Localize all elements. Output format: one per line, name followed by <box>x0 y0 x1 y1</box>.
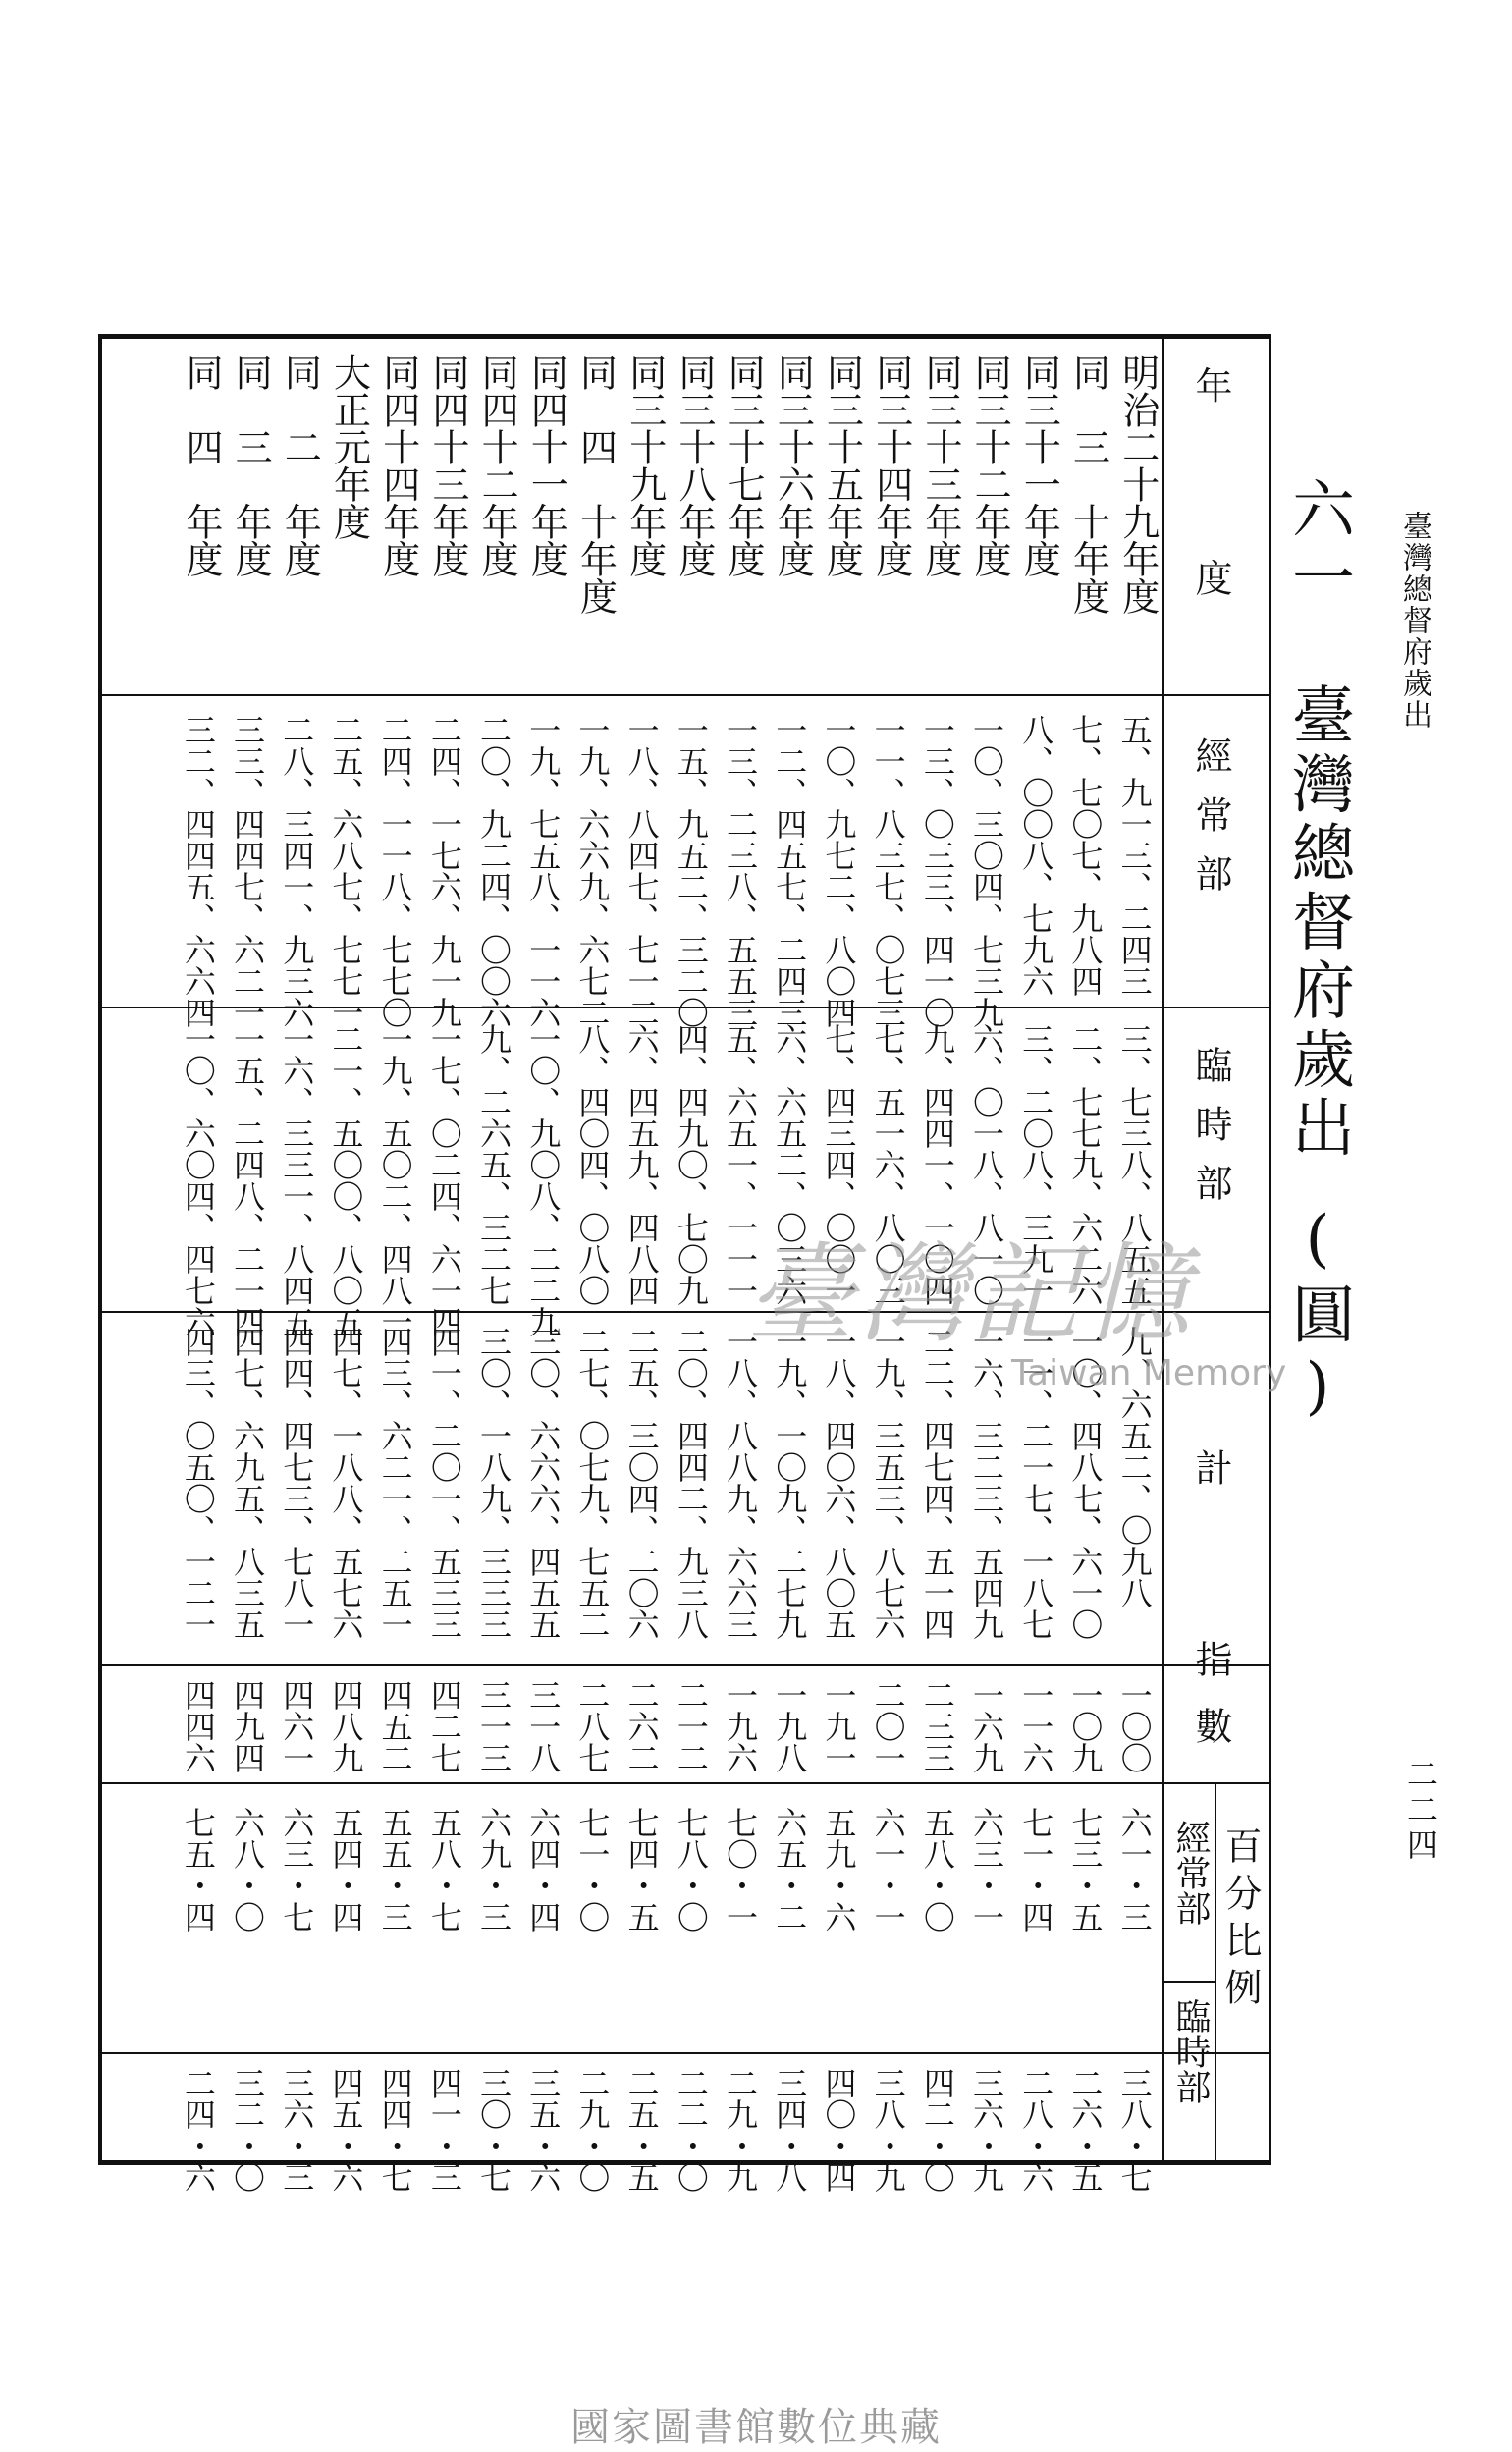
cell-index: 一一六 <box>1017 1679 1055 1773</box>
cell-ordinary: 一二、四五七、二四三 <box>771 714 809 1028</box>
cell-extra: 四、四九〇、七〇九 <box>672 1023 710 1306</box>
cell-pct-ext: 四〇・四 <box>820 2067 858 2193</box>
watermark-logo-text: 臺灣記憶 <box>746 1231 1194 1357</box>
cell-index: 三一八 <box>524 1679 563 1773</box>
cell-ordinary: 五、九一三、二四三 <box>1115 714 1154 997</box>
cell-ordinary: 八、〇〇八、七九六 <box>1017 714 1055 997</box>
cell-index: 二〇一 <box>869 1679 907 1773</box>
cell-extra: 六、四五九、四八四 <box>622 1023 661 1306</box>
cell-pct-ord: 六三・一 <box>968 1807 1006 1933</box>
watermark <box>746 1208 1296 1393</box>
cell-total: 四七、六九五、八三五 <box>229 1326 267 1640</box>
cell-extra: 一九、五〇二、四八一 <box>376 1023 414 1337</box>
cell-extra: 九、二六五、三二七 <box>475 1023 513 1306</box>
cell-extra: 三、二〇八、三九一 <box>1017 1023 1055 1306</box>
cell-total: 一八、四〇六、八〇五 <box>820 1326 858 1640</box>
cell-pct-ord: 七三・五 <box>1066 1807 1105 1933</box>
cell-pct-ext: 二二・〇 <box>672 2067 710 2193</box>
cell-ordinary: 一一、八三七、〇七三 <box>869 714 907 1028</box>
header-extraordinary: 臨時部 <box>1189 1046 1232 1223</box>
header-index: 指數 <box>1189 1640 1232 1773</box>
cell-extra: 九、四四一、一〇四 <box>918 1023 956 1306</box>
cell-index: 一〇〇 <box>1115 1679 1154 1773</box>
cell-pct-ext: 三五・六 <box>524 2067 563 2193</box>
page-number: 二二四 <box>1402 1758 1439 1864</box>
cell-extra: 六、〇一八、八一〇 <box>968 1023 1006 1306</box>
grid-hline <box>102 1664 1269 1666</box>
cell-total: 九、六五二、〇九八 <box>1115 1326 1154 1608</box>
cell-extra: 一七、〇二四、六一四 <box>425 1023 463 1337</box>
cell-year: 同四十三年度 <box>425 354 469 577</box>
header-year: 年 度 <box>1189 366 1232 655</box>
cell-pct-ord: 七四・五 <box>622 1807 661 1933</box>
cell-index: 一九一 <box>820 1679 858 1773</box>
cell-pct-ext: 二四・六 <box>179 2067 217 2193</box>
cell-year: 同四十一年度 <box>524 354 568 577</box>
cell-extra: 六、六五二、〇三六 <box>771 1023 809 1306</box>
cell-year: 同三十一年度 <box>1017 354 1061 577</box>
cell-ordinary: 二五、六八七、七七一 <box>327 714 365 1028</box>
cell-pct-ext: 三六・三 <box>278 2067 316 2193</box>
cell-pct-ext: 三四・八 <box>771 2067 809 2193</box>
cell-index: 四五二 <box>376 1679 414 1773</box>
cell-extra: 七、四三四、〇〇一 <box>820 1023 858 1306</box>
cell-year: 同四十二年度 <box>475 354 519 577</box>
cell-pct-ord: 六九・三 <box>475 1807 513 1933</box>
cell-pct-ord: 六五・二 <box>771 1807 809 1933</box>
cell-pct-ext: 三八・九 <box>869 2067 907 2193</box>
unit-text: (圓) <box>1281 1203 1354 1429</box>
cell-pct-ext: 四一・三 <box>425 2067 463 2193</box>
cell-ordinary: 三二、四四五、六六四 <box>179 714 217 1028</box>
cell-extra: 三、七三八、八五五 <box>1115 1023 1154 1306</box>
cell-extra: 一六、三三一、八四五 <box>278 1023 316 1337</box>
grid-hline <box>102 2052 1269 2054</box>
cell-index: 一九八 <box>771 1679 809 1773</box>
cell-year: 同 二 年度 <box>278 354 322 577</box>
cell-pct-ord: 五八・〇 <box>918 1807 956 1933</box>
cell-pct-ord: 五八・七 <box>425 1807 463 1933</box>
cell-pct-ext: 三二・〇 <box>229 2067 267 2193</box>
cell-ordinary: 一八、八四七、七一二 <box>622 714 661 1028</box>
cell-pct-ext: 二八・六 <box>1017 2067 1055 2193</box>
cell-year: 同三十五年度 <box>820 354 864 577</box>
cell-index: 一六九 <box>968 1679 1006 1773</box>
cell-year: 同 三 年度 <box>229 354 273 577</box>
cell-pct-ext: 二九・〇 <box>573 2067 612 2193</box>
cell-year: 同三十三年度 <box>918 354 962 577</box>
cell-pct-ext: 四四・七 <box>376 2067 414 2193</box>
cell-year: 同三十八年度 <box>672 354 716 577</box>
cell-total: 四三、六二一、二五一 <box>376 1326 414 1640</box>
cell-total: 四一、二〇一、五三三 <box>425 1326 463 1640</box>
cell-extra: 五、六五一、一一一 <box>722 1023 760 1306</box>
cell-extra: 七、五一六、八〇三 <box>869 1023 907 1306</box>
cell-extra: 二一、五〇〇、八〇五 <box>327 1023 365 1337</box>
cell-pct-ext: 二六・五 <box>1066 2067 1105 2193</box>
cell-year: 同三十四年度 <box>869 354 913 577</box>
cell-year: 同 四 十年度 <box>573 354 618 615</box>
cell-pct-ord: 七八・〇 <box>672 1807 710 1933</box>
cell-pct-ord: 六三・七 <box>278 1807 316 1933</box>
cell-pct-ord: 五四・四 <box>327 1807 365 1933</box>
cell-index: 四八九 <box>327 1679 365 1773</box>
cell-pct-ext: 三六・九 <box>968 2067 1006 2193</box>
title-text: 六一 臺灣總督府歲出 <box>1281 476 1354 1164</box>
grid-hline-percent <box>1162 1981 1215 1983</box>
cell-pct-ext: 四二・〇 <box>918 2067 956 2193</box>
cell-pct-ord: 七五・四 <box>179 1807 217 1933</box>
cell-year: 同三十六年度 <box>771 354 815 577</box>
header-ordinary: 經常部 <box>1189 736 1232 913</box>
grid-vline-percent <box>1215 1782 1216 2160</box>
cell-ordinary: 七、七〇七、九八四 <box>1066 714 1105 997</box>
cell-total: 三〇、六六六、四五五 <box>524 1326 563 1640</box>
cell-ordinary: 三三、四四七、六二一 <box>229 714 267 1028</box>
cell-index: 二三三 <box>918 1679 956 1773</box>
header-pct-ordinary: 經常部 <box>1170 1820 1211 1926</box>
cell-ordinary: 二八、三四一、九三六 <box>278 714 316 1028</box>
cell-pct-ord: 六八・〇 <box>229 1807 267 1933</box>
cell-total: 一一、二一七、一八七 <box>1017 1326 1055 1640</box>
cell-total: 四三、〇五〇、一二一 <box>179 1326 217 1640</box>
cell-year: 同三十九年度 <box>622 354 667 577</box>
cell-pct-ord: 六四・四 <box>524 1807 563 1933</box>
cell-pct-ord: 六一・三 <box>1115 1807 1154 1933</box>
cell-ordinary: 一九、六六九、六七二 <box>573 714 612 1028</box>
header-total: 計 <box>1189 1448 1232 1486</box>
cell-ordinary: 一三、〇三三、四一〇 <box>918 714 956 1028</box>
cell-pct-ext: 二九・九 <box>722 2067 760 2193</box>
cell-index: 二六二 <box>622 1679 661 1773</box>
cell-total: 二五、三〇四、二〇六 <box>622 1326 661 1640</box>
cell-ordinary: 二四、一七六、九一九 <box>425 714 463 1028</box>
header-percent: 百分比例 <box>1218 1826 1262 2015</box>
cell-total: 一〇、四八七、六一〇 <box>1066 1326 1105 1640</box>
cell-index: 一〇九 <box>1066 1679 1105 1773</box>
cell-extra: 一〇、九〇八、二二九 <box>524 1023 563 1337</box>
cell-pct-ord: 六一・一 <box>869 1807 907 1933</box>
cell-index: 四四六 <box>179 1679 217 1773</box>
cell-year: 大正元年度 <box>327 354 371 540</box>
cell-extra: 八、四〇四、〇八〇 <box>573 1023 612 1306</box>
cell-ordinary: 一〇、三〇四、七三九 <box>968 714 1006 1028</box>
cell-total: 四四、四七三、七八一 <box>278 1326 316 1640</box>
cell-year: 同三十七年度 <box>722 354 766 577</box>
cell-year: 明治二十九年度 <box>1115 354 1160 615</box>
cell-year: 同三十二年度 <box>968 354 1012 577</box>
cell-index: 四二七 <box>425 1679 463 1773</box>
cell-ordinary: 一〇、九七二、八〇四 <box>820 714 858 1028</box>
cell-index: 三一三 <box>475 1679 513 1773</box>
cell-pct-ext: 四五・六 <box>327 2067 365 2193</box>
running-header: 臺灣總督府歲出 <box>1397 511 1431 731</box>
watermark-english-text: Taiwan Memory <box>1011 1353 1287 1393</box>
cell-pct-ord: 五九・六 <box>820 1807 858 1933</box>
cell-total: 二二、四七四、五一四 <box>918 1326 956 1640</box>
cell-index: 二一二 <box>672 1679 710 1773</box>
cell-total: 一九、三五三、八七六 <box>869 1326 907 1640</box>
cell-pct-ext: 二五・五 <box>622 2067 661 2193</box>
cell-ordinary: 一九、七五八、一一六 <box>524 714 563 1028</box>
cell-extra: 一五、二四八、二一四 <box>229 1023 267 1337</box>
cell-pct-ord: 七一・四 <box>1017 1807 1055 1933</box>
cell-total: 一九、一〇九、二七九 <box>771 1326 809 1640</box>
cell-pct-ord: 五五・三 <box>376 1807 414 1933</box>
cell-total: 三〇、一八九、三三三 <box>475 1326 513 1640</box>
cell-ordinary: 二〇、九二四、〇〇六 <box>475 714 513 1028</box>
cell-ordinary: 一五、九五二、三二〇 <box>672 714 710 1028</box>
cell-total: 二〇、四四二、九三八 <box>672 1326 710 1640</box>
cell-total: 二七、〇七九、七五二 <box>573 1326 612 1640</box>
cell-pct-ord: 七〇・一 <box>722 1807 760 1933</box>
cell-total: 四七、一八八、五七六 <box>327 1326 365 1640</box>
cell-extra: 二、七七九、六二六 <box>1066 1023 1105 1306</box>
cell-year: 同 三 十年度 <box>1066 354 1110 615</box>
cell-pct-ext: 三八・七 <box>1115 2067 1154 2193</box>
footer-credit: 國家圖書館數位典藏 <box>570 2405 942 2450</box>
cell-ordinary: 二四、一一八、七七〇 <box>376 714 414 1028</box>
grid-hline <box>102 1782 1269 1784</box>
cell-total: 一六、三二三、五四九 <box>968 1326 1006 1640</box>
cell-pct-ord: 七一・〇 <box>573 1807 612 1933</box>
cell-index: 一九六 <box>722 1679 760 1773</box>
cell-year: 同 四 年度 <box>179 354 223 577</box>
cell-pct-ext: 三〇・七 <box>475 2067 513 2193</box>
cell-index: 二八七 <box>573 1679 612 1773</box>
cell-year: 同四十四年度 <box>376 354 420 577</box>
cell-index: 四六一 <box>278 1679 316 1773</box>
cell-index: 四九四 <box>229 1679 267 1773</box>
cell-total: 一八、八八九、六六三 <box>722 1326 760 1640</box>
cell-ordinary: 一三、二三八、五五三 <box>722 714 760 1028</box>
header-pct-extra: 臨時部 <box>1170 1998 1211 2104</box>
cell-extra: 一〇、六〇四、四七六 <box>179 1023 217 1337</box>
grid-hline <box>102 694 1269 696</box>
